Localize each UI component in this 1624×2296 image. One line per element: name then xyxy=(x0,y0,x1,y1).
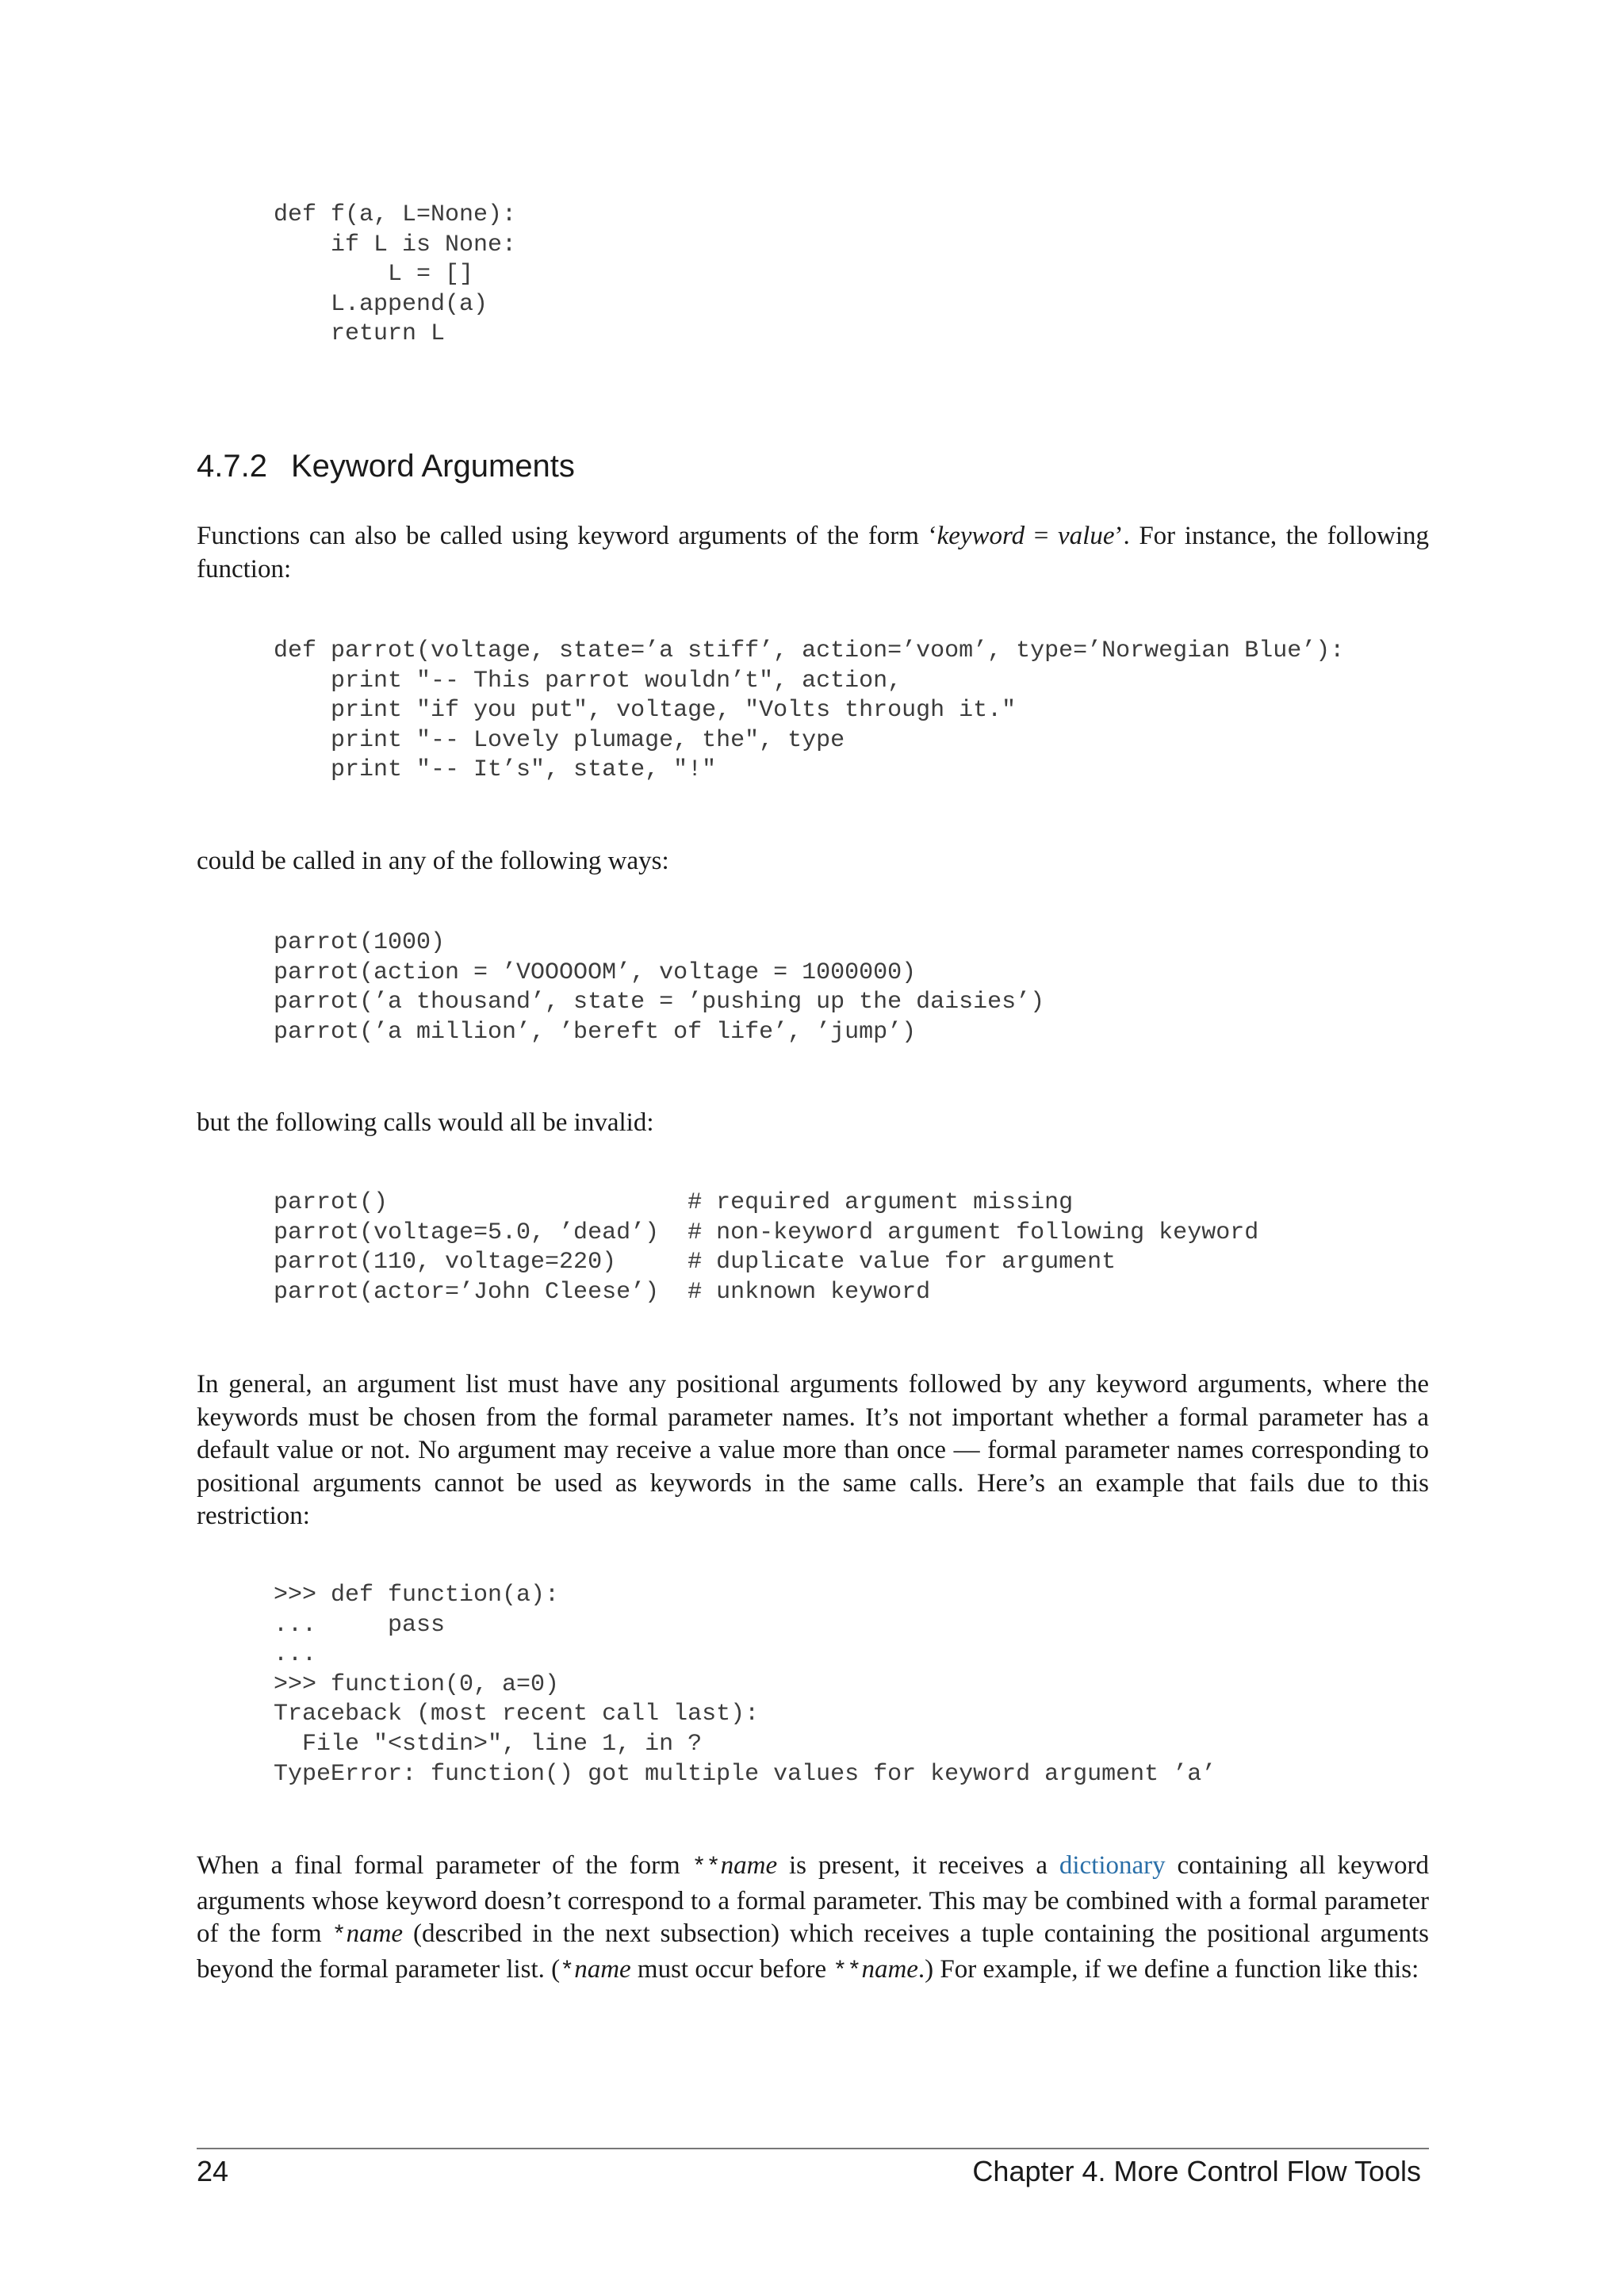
double-star: ** xyxy=(691,1854,721,1881)
section-heading xyxy=(197,449,575,484)
code-block-valid-calls: parrot(1000) parrot(action = ’VOOOOOM’, voltage = 1000000) parrot(’a thousand’, state = ’pushing up the daisies’) parrot(’a million’, ’bereft of life’, ’jump’) xyxy=(274,929,1045,1046)
single-star: * xyxy=(560,1957,575,1985)
code-block-invalid-calls: parrot() # required argument missing parrot(voltage=5.0, ’dead’) # non-keyword argument following keyword parrot(110, voltage=220) # duplicate value for argument parrot(actor=’John Cleese’) # unknown keyword xyxy=(274,1189,1259,1306)
double-star: ** xyxy=(833,1957,862,1985)
italic-name: name xyxy=(720,1851,778,1880)
paragraph-kwargs xyxy=(197,1850,1429,1988)
italic-name: name xyxy=(574,1954,631,1984)
single-star: * xyxy=(331,1923,347,1950)
text-run: = xyxy=(1025,522,1058,550)
text-run: (described in the next subsection) which receives a tuple containing the positional arguments beyond the formal parameter list. ( xyxy=(197,1919,1429,1984)
chapter-title: Chapter 4. More Control Flow Tools xyxy=(972,2155,1421,2187)
page-number: 24 xyxy=(197,2155,229,2187)
text-run: is present, it receives a xyxy=(777,1851,1059,1880)
dictionary-link[interactable]: dictionary xyxy=(1059,1851,1166,1880)
text-run: must occur before xyxy=(630,1954,833,1984)
code-block-traceback: >>> def function(a): ... pass ... >>> function(0, a=0) Traceback (most recent call last): File "<stdin>", line 1, in ? TypeError: function() got multiple values for keyword argument ’a’ xyxy=(274,1582,1216,1788)
italic-name: name xyxy=(861,1954,918,1984)
italic-keyword: keyword xyxy=(936,522,1025,550)
code-block-parrot-def: def parrot(voltage, state=’a stiff’, action=’voom’, type=’Norwegian Blue’): print "-- This parrot wouldn’t", action, print "if you put", voltage, "Volts through it." print "-- Lovely plumage, the", type print "-- It’s", state, "!" xyxy=(274,637,1345,784)
paragraph-invalid-calls: but the following calls would all be invalid: xyxy=(197,1108,654,1137)
section-number: 4.7.2 xyxy=(197,449,267,484)
paragraph-argument-rules: In general, an argument list must have any positional arguments followed by any keyword arguments, where the keywords must be chosen from the formal parameter names. It’s not important whether a formal parameter has a default value or not. No argument may receive a value more than once — formal parameter names corresponding to positional arguments cannot be used as keywords in the same calls. Here’s an example that fails due to this restriction: xyxy=(197,1370,1429,1530)
text-run: containing all keyword arguments whose keyword doesn’t correspond to a formal parameter. This may be combined with a formal parameter of the form xyxy=(197,1851,1429,1948)
italic-value: value xyxy=(1058,522,1115,550)
footer-divider xyxy=(197,2148,1429,2149)
code-block-default-none: def f(a, L=None): if L is None: L = [] L.append(a) return L xyxy=(274,201,517,348)
text-run: .) For example, if we define a function like this: xyxy=(917,1954,1419,1984)
section-title: Keyword Arguments xyxy=(290,449,575,484)
text-run: Functions can also be called using keyword arguments of the form ‘ xyxy=(197,522,937,550)
italic-name: name xyxy=(346,1919,404,1948)
text-run: When a final formal parameter of the form xyxy=(197,1851,692,1880)
paragraph-called-ways: could be called in any of the following ways: xyxy=(197,847,669,875)
text-run: ’. For instance, the following function: xyxy=(197,522,1430,584)
paragraph-keyword-intro xyxy=(197,520,1429,586)
